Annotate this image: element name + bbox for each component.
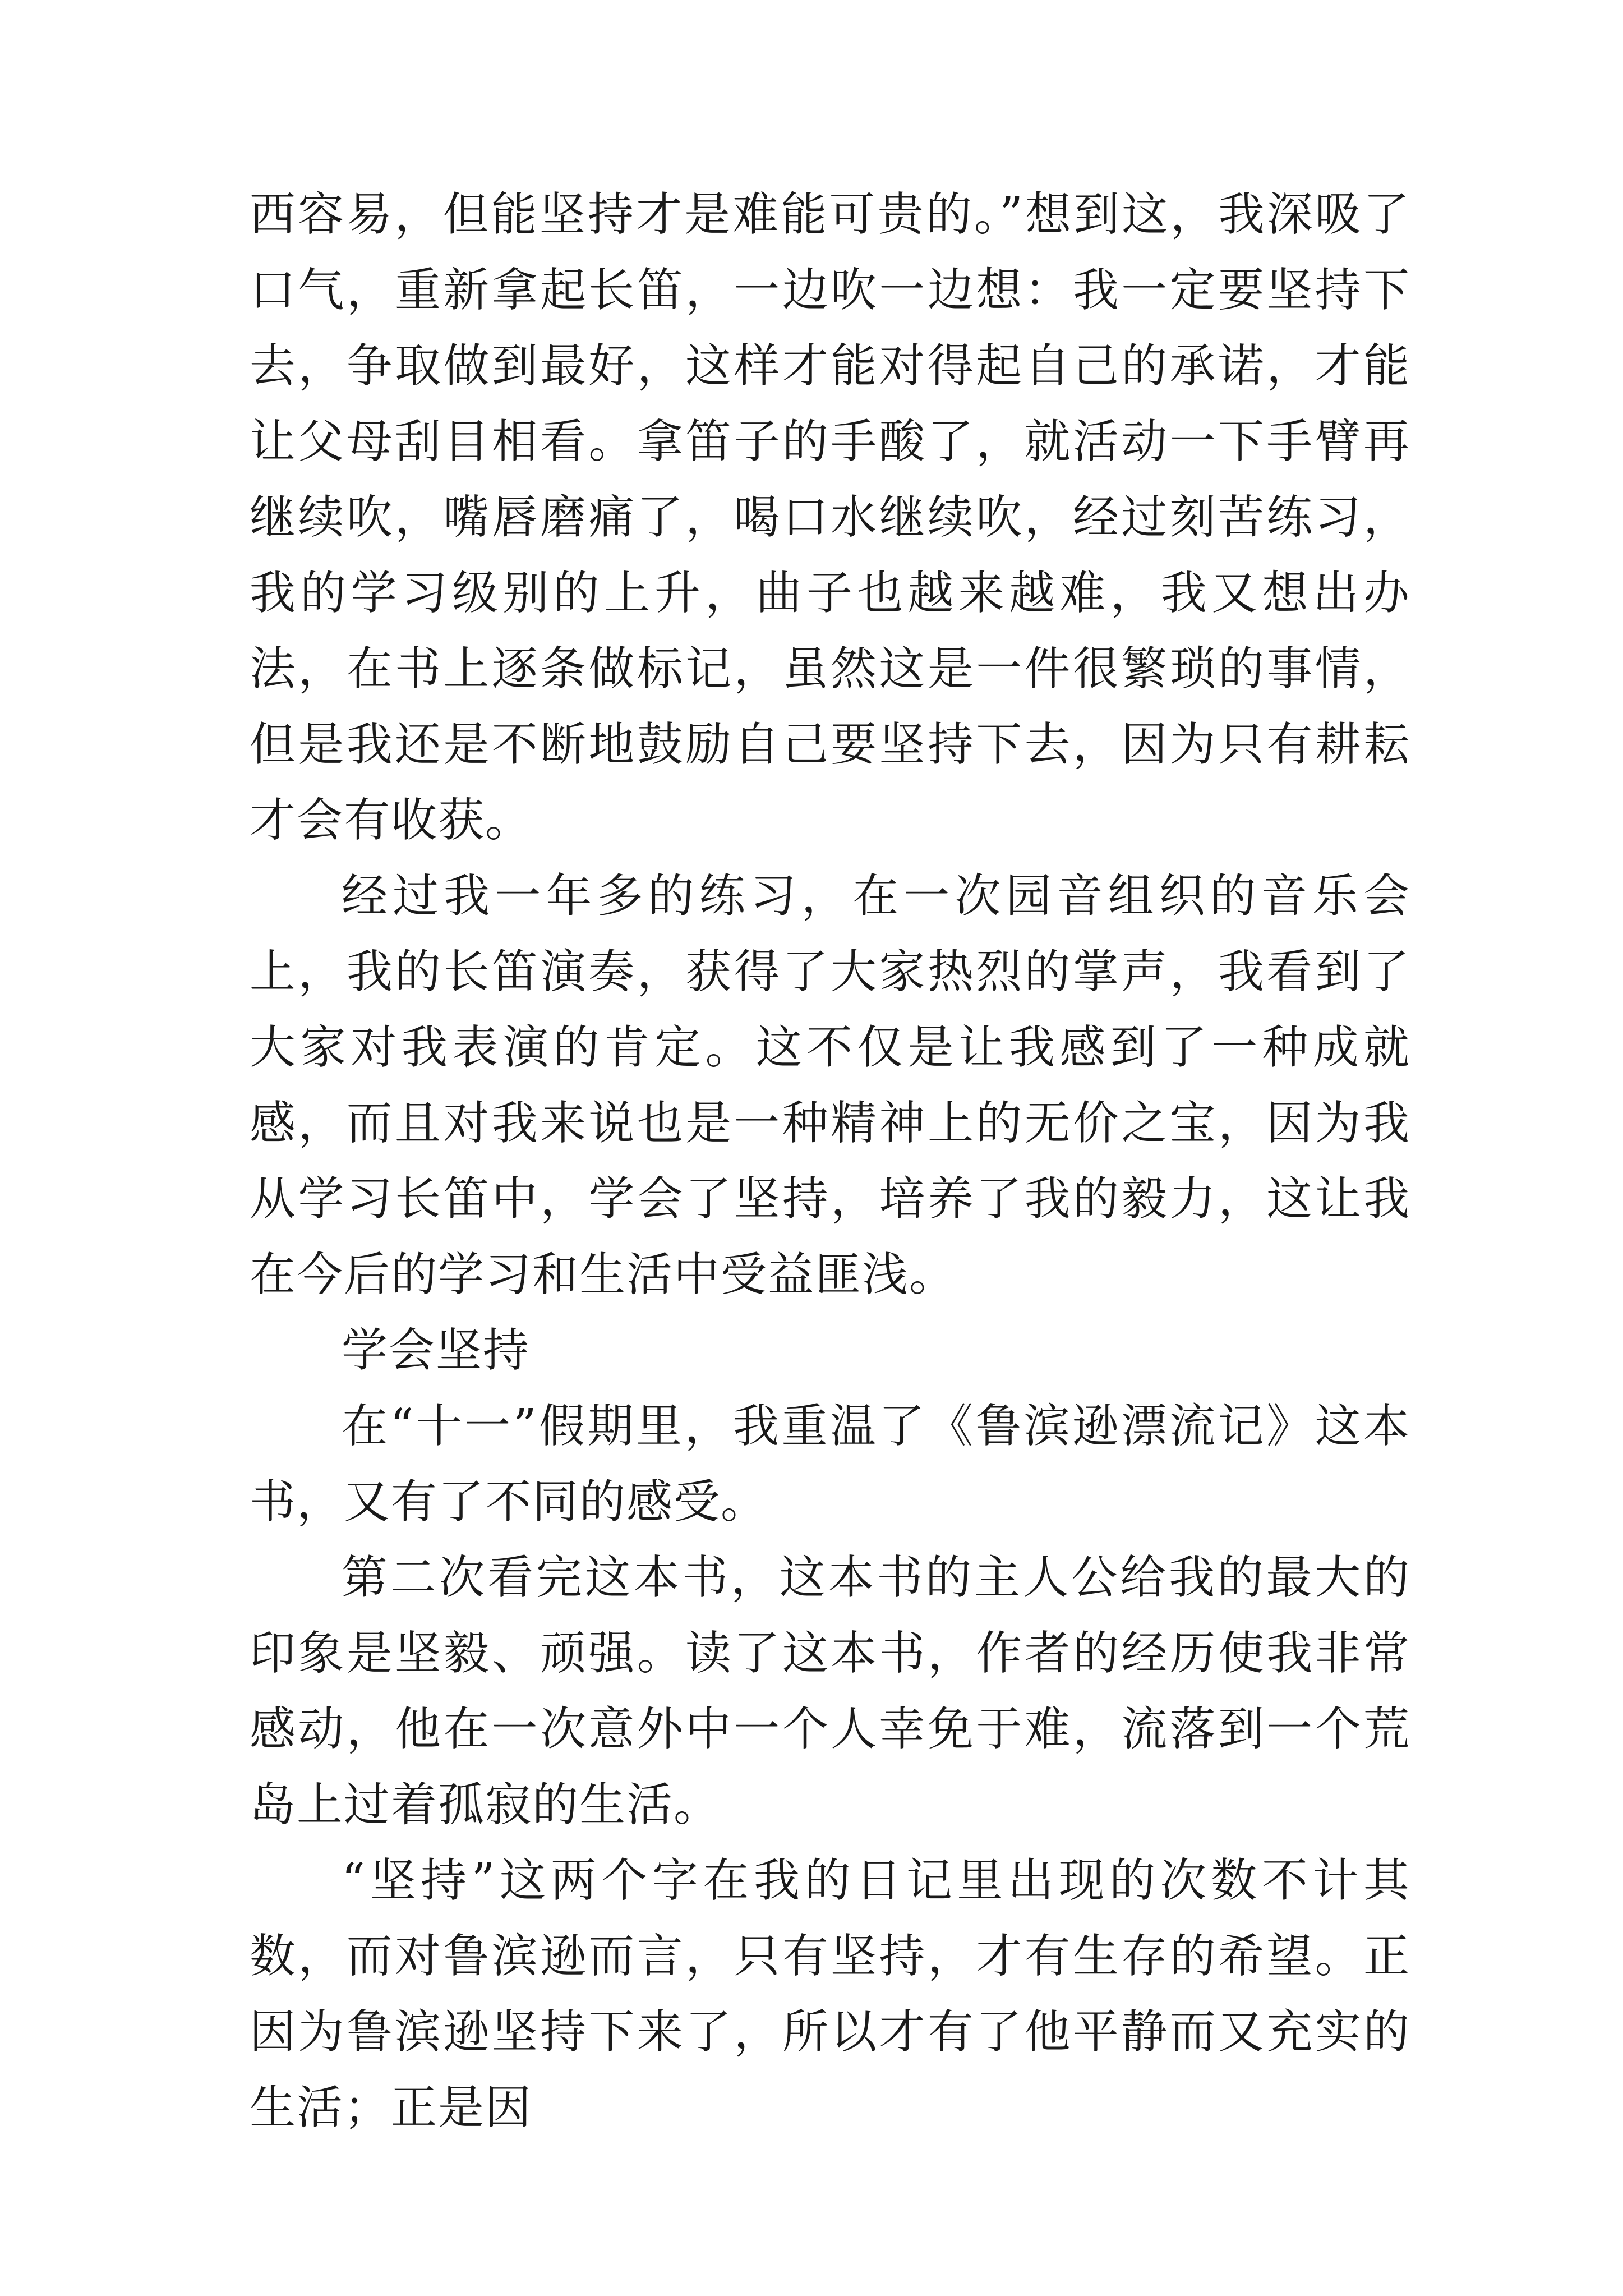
- essay-title: 学会坚持: [342, 1324, 531, 1377]
- paragraph-persistence: “坚持”这两个字在我的日记里出现的次数不计其数，而对鲁滨逊而言，只有坚持，才有生存的希望。正因为鲁滨逊坚持下来了，所以才有了他平静而又充实的生活；正是因: [250, 1854, 1410, 2134]
- paragraph-impression: 第二次看完这本书，这本书的主人公给我的最大的印象是坚毅、顽强。读了这本书，作者的经历使我非常感动，他在一次意外中一个人幸免于难，流落到一个荒岛上过着孤寂的生活。: [250, 1551, 1410, 1832]
- paragraph-holiday: 在“十一”假期里，我重温了《鲁滨逊漂流记》这本书，又有了不同的感受。: [250, 1400, 1410, 1529]
- paragraph-concert: 经过我一年多的练习，在一次园音组织的音乐会上，我的长笛演奏，获得了大家热烈的掌声，我看到了大家对我表演的肯定。这不仅是让我感到了一种成就感，而且对我来说也是一种精神上的无价之宝，因为我从学习长笛中，学会了坚持，培养了我的毅力，这让我在今后的学习和生活中受益匪浅。: [250, 869, 1410, 1301]
- paragraph-continuation: 西容易，但能坚持才是难能可贵的。”想到这，我深吸了口气，重新拿起长笛，一边吹一边想：我一定要坚持下去，争取做到最好，这样才能对得起自己的承诺，才能让父母刮目相看。拿笛子的手酸了，就活动一下手臂再继续吹，嘴唇磨痛了，喝口水继续吹，经过刻苦练习，我的学习级别的上升，曲子也越来越难，我又想出办法，在书上逐条做标记，虽然这是一件很繁琐的事情，但是我还是不断地鼓励自己要坚持下去，因为只有耕耘才会有收获。: [250, 188, 1410, 847]
- body-text: [250, 177, 1410, 2146]
